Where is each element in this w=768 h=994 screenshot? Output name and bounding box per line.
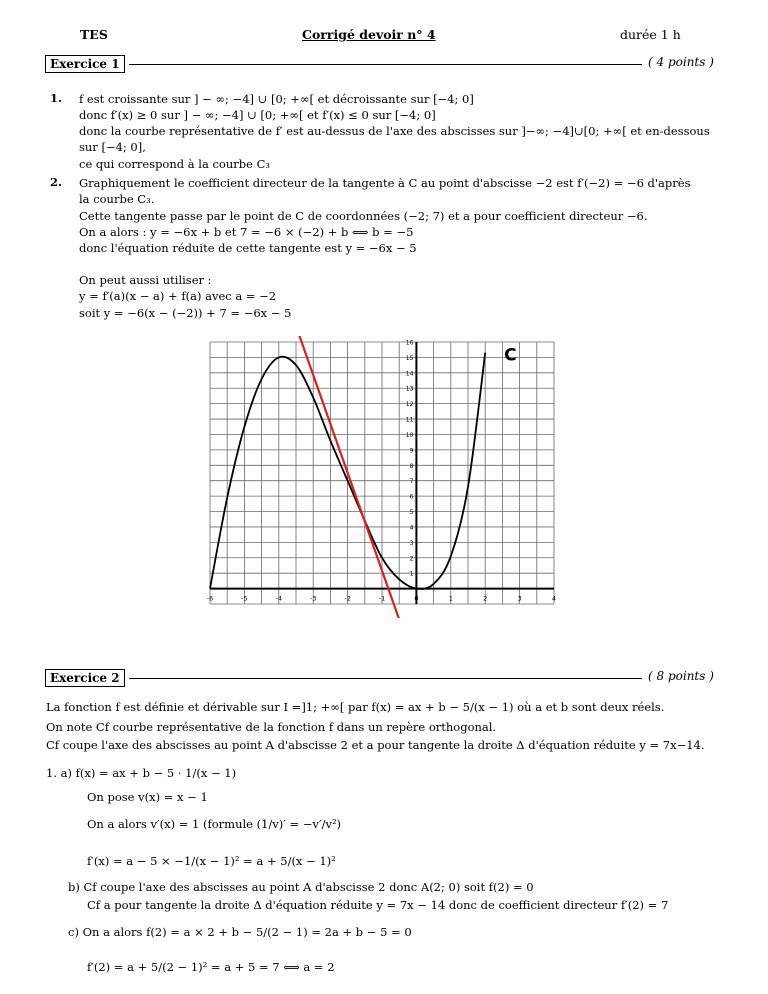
exercise-2-points: ( 8 points ): [648, 669, 714, 683]
y-tick-label: 12: [405, 401, 414, 409]
y-tick-label: 14: [405, 370, 414, 378]
q1-line: f est croissante sur ] − ∞; −4] ∪ [0; +∞[ et décroissante sur [−4; 0]: [79, 92, 474, 106]
q2-line: On a alors : y = −6x + b et 7 = −6 × (−2) + b ⟺ b = −5: [79, 225, 414, 239]
q1-line: donc la courbe représentative de f′ est au-dessus de l'axe des abscisses sur ]−∞; −4]∪[0; +∞[ et en-dessous: [79, 124, 710, 138]
exercise-1-rule: [129, 64, 642, 65]
x-tick-label: -4: [275, 594, 283, 603]
q1b-line: b) Cf coupe l'axe des abscisses au point A d'abscisse 2 donc A(2; 0) soit f(2) = 0: [68, 880, 534, 894]
y-tick-label: 6: [409, 493, 414, 501]
function-graph: [198, 336, 560, 618]
y-tick-label: 13: [405, 385, 414, 393]
q1c-line: c) On a alors f(2) = a × 2 + b − 5/(2 − 1) = 2a + b − 5 = 0: [68, 925, 412, 939]
x-tick-label: 1: [448, 594, 453, 603]
y-tick-label: 11: [405, 416, 414, 424]
ex2-intro-line: La fonction f est définie et dérivable sur I =]1; +∞[ par f(x) = ax + b − 5/(x − 1) où a et b sont deux réels.: [46, 700, 665, 714]
q1-line: sur [−4; 0],: [79, 140, 146, 154]
x-tick-label: 4: [551, 594, 557, 603]
y-tick-label: 7: [409, 478, 414, 486]
y-tick-label: 8: [409, 462, 414, 470]
q1a-line: On pose v(x) = x − 1: [87, 790, 208, 804]
exercise-1-points: ( 4 points ): [648, 55, 714, 69]
q2-line: la courbe C₃.: [79, 192, 155, 206]
q1a-line: f′(x) = a − 5 × −1/(x − 1)² = a + 5/(x − 1)²: [87, 854, 336, 868]
q2-line: donc l'équation réduite de cette tangente est y = −6x − 5: [79, 241, 417, 255]
q1-line: ce qui correspond à la courbe C₃: [79, 157, 270, 171]
header-left: TES: [80, 27, 108, 42]
q1a-line: 1. a) f(x) = ax + b − 5 · 1/(x − 1): [46, 766, 237, 780]
x-tick-label: -2: [344, 594, 351, 603]
exercise-2-label: Exercice 2: [45, 669, 125, 687]
x-tick-label: 3: [517, 594, 522, 603]
alt-line: soit y = −6(x − (−2)) + 7 = −6x − 5: [79, 306, 292, 320]
x-tick-label: 0: [414, 594, 419, 603]
y-tick-label: 2: [409, 555, 414, 563]
q1b-line: Cf a pour tangente la droite Δ d'équation réduite y = 7x − 14 donc de coefficient directeur f′(2) = 7: [87, 898, 669, 912]
y-tick-label: 10: [405, 431, 414, 439]
ex2-intro-line: On note Cf courbe représentative de la fonction f dans un repère orthogonal.: [46, 720, 497, 734]
q1c-line: f′(2) = a + 5/(2 − 1)² = a + 5 = 7 ⟺ a = 2: [87, 960, 335, 974]
question-2-number: 2.: [50, 175, 63, 189]
q2-line: Graphiquement le coefficient directeur de la tangente à C au point d'abscisse −2 est f′(−2) = −6 d'après: [79, 176, 691, 190]
x-tick-label: 2: [483, 594, 488, 603]
question-1-number: 1.: [50, 91, 63, 105]
ex2-intro-line: Cf coupe l'axe des abscisses au point A d'abscisse 2 et a pour tangente la droite Δ d'équation réduite y = 7x−14.: [46, 738, 705, 752]
alt-line: y = f′(a)(x − a) + f(a) avec a = −2: [79, 289, 277, 303]
y-tick-label: 9: [409, 447, 414, 455]
exercise-1-label: Exercice 1: [45, 55, 125, 73]
y-tick-label: 4: [409, 524, 414, 532]
x-tick-label: -3: [309, 594, 317, 603]
y-tick-label: 16: [405, 339, 414, 347]
alt-line: On peut aussi utiliser :: [79, 273, 212, 287]
x-tick-label: -6: [206, 594, 214, 603]
curve-label: C: [504, 345, 517, 366]
y-tick-label: 5: [409, 509, 414, 517]
y-tick-label: 15: [405, 354, 414, 362]
y-tick-label: 3: [409, 539, 414, 547]
plot-background: [198, 336, 560, 618]
y-tick-label: 1: [409, 570, 414, 578]
q1a-line: On a alors v′(x) = 1 (formule (1/v)′ = −v′/v²): [87, 817, 342, 831]
page-title: Corrigé devoir n° 4: [302, 27, 436, 42]
x-tick-label: -5: [241, 594, 248, 603]
q2-line: Cette tangente passe par le point de C de coordonnées (−2; 7) et a pour coefficient directeur −6.: [79, 209, 648, 223]
x-tick-label: -1: [378, 594, 386, 603]
exercise-2-rule: [129, 678, 642, 679]
header-duration: durée 1 h: [620, 27, 681, 42]
q1-line: donc f′(x) ≥ 0 sur ] − ∞; −4] ∪ [0; +∞[ et f′(x) ≤ 0 sur [−4; 0]: [79, 108, 436, 122]
